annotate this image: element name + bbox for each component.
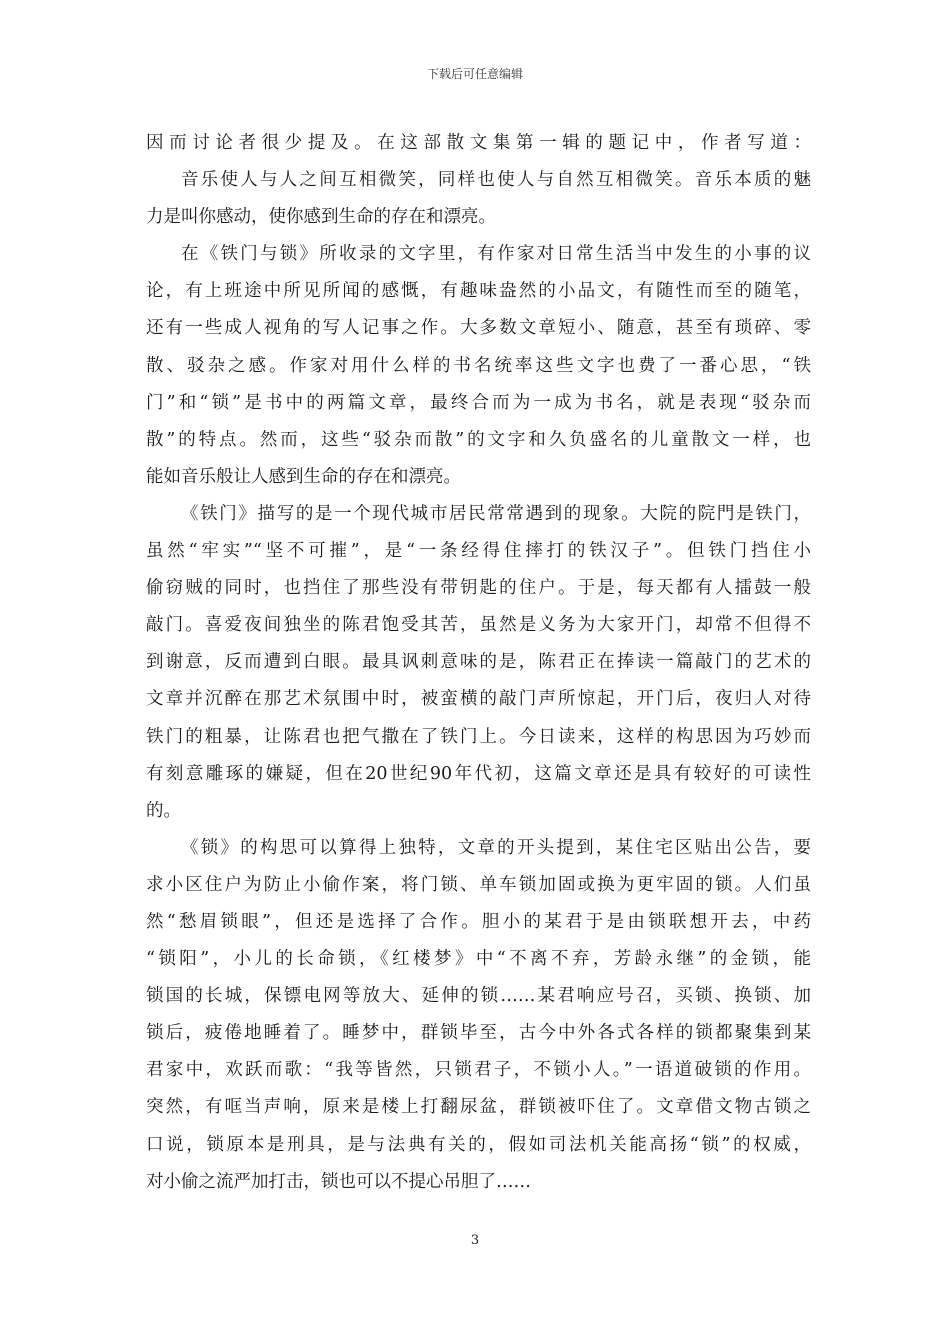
text-line: 锁国的长城，保镖电网等放大、延伸的锁……某君响应号召，买锁、换锁、加	[146, 986, 811, 1007]
text-line: 君家中，欢跃而歌：“我等皆然，只锁君子，不锁小人。”一语道破锁的作用。	[146, 1060, 811, 1081]
text-line: “锁阳”，小儿的长命锁，《红楼梦》中“不离不弃，芳龄永继”的金锁，能	[146, 949, 811, 970]
text-line: 在《铁门与锁》所收录的文字里，有作家对日常生活当中发生的小事的议	[181, 244, 811, 265]
text-line: 力是叫你感动，使你感到生命的存在和漂亮。	[146, 207, 496, 228]
page-header: 下载后可任意编辑	[426, 67, 523, 81]
text-line: 然“愁眉锁眼”，但还是选择了合作。胆小的某君于是由锁联想开去，中药	[146, 911, 811, 932]
text-line: 文章并沉醉在那艺术氛围中时，被蛮横的敲门声所惊起，开门后，夜归人对待	[146, 689, 811, 710]
document-body	[146, 125, 811, 1201]
text-line: 敲门。喜爱夜间独坐的陈君饱受其苦，虽然是义务为大家开门，却常不但得不	[146, 615, 811, 636]
text-line: 求小区住户为防止小偷作案，将门锁、单车锁加固或换为更牢固的锁。人们虽	[146, 874, 811, 895]
text-line: 能如音乐般让人感到生命的存在和漂亮。	[146, 466, 461, 487]
text-line: 到谢意，反而遭到白眼。最具讽刺意味的是，陈君正在捧读一篇敲门的艺术的	[146, 652, 811, 673]
text-line: 口说，锁原本是刑具，是与法典有关的，假如司法机关能高扬“锁”的权威，	[146, 1134, 811, 1155]
text-line: 铁门的粗暴，让陈君也把气撒在了铁门上。今日读来，这样的构思因为巧妙而	[146, 726, 811, 747]
text-line: 因而讨论者很少提及。在这部散文集第一辑的题记中，作者写道：	[146, 133, 811, 153]
text-line: 门”和“锁”是书中的两篇文章，最终合而为一成为书名，就是表现“驳杂而	[146, 392, 811, 413]
text-line: 对小偷之流严加打击，锁也可以不提心吊胆了……	[146, 1171, 531, 1192]
text-line: 论，有上班途中所见所闻的感慨，有趣味盎然的小品文，有随性而至的随笔，	[146, 281, 811, 302]
text-line: 有刻意雕琢的嫌疑，但在20世纪90年代初，这篇文章还是具有较好的可读性	[146, 763, 811, 784]
text-line: 突然，有哐当声响，原来是楼上打翻尿盆，群锁被吓住了。文章借文物古锁之	[146, 1097, 811, 1118]
text-line: 虽然“牢实”“坚不可摧”，是“一条经得住摔打的铁汉子”。但铁门挡住小	[146, 541, 811, 562]
page-number: 3	[470, 1233, 480, 1248]
text-line: 《锁》的构思可以算得上独特，文章的开头提到，某住宅区贴出公告，要	[181, 837, 811, 858]
text-line: 《铁门》描写的是一个现代城市居民常常遇到的现象。大院的院門是铁门，	[181, 503, 811, 524]
text-line: 偷窃贼的同时，也挡住了那些没有带钥匙的住户。于是，每天都有人擂鼓一般	[146, 578, 811, 599]
text-line: 的。	[146, 800, 181, 821]
text-line: 散、驳杂之感。作家对用什么样的书名统率这些文字也费了一番心思，“铁	[146, 355, 811, 376]
text-line: 锁后，疲倦地睡着了。睡梦中，群锁毕至，古今中外各式各样的锁都聚集到某	[146, 1023, 811, 1044]
text-line: 还有一些成人视角的写人记事之作。大多数文章短小、随意，甚至有琐碎、零	[146, 318, 811, 339]
text-line: 音乐使人与人之间互相微笑，同样也使人与自然互相微笑。音乐本质的魅	[181, 170, 811, 191]
text-line: 散”的特点。然而，这些“驳杂而散”的文字和久负盛名的儿童散文一样，也	[146, 429, 811, 450]
